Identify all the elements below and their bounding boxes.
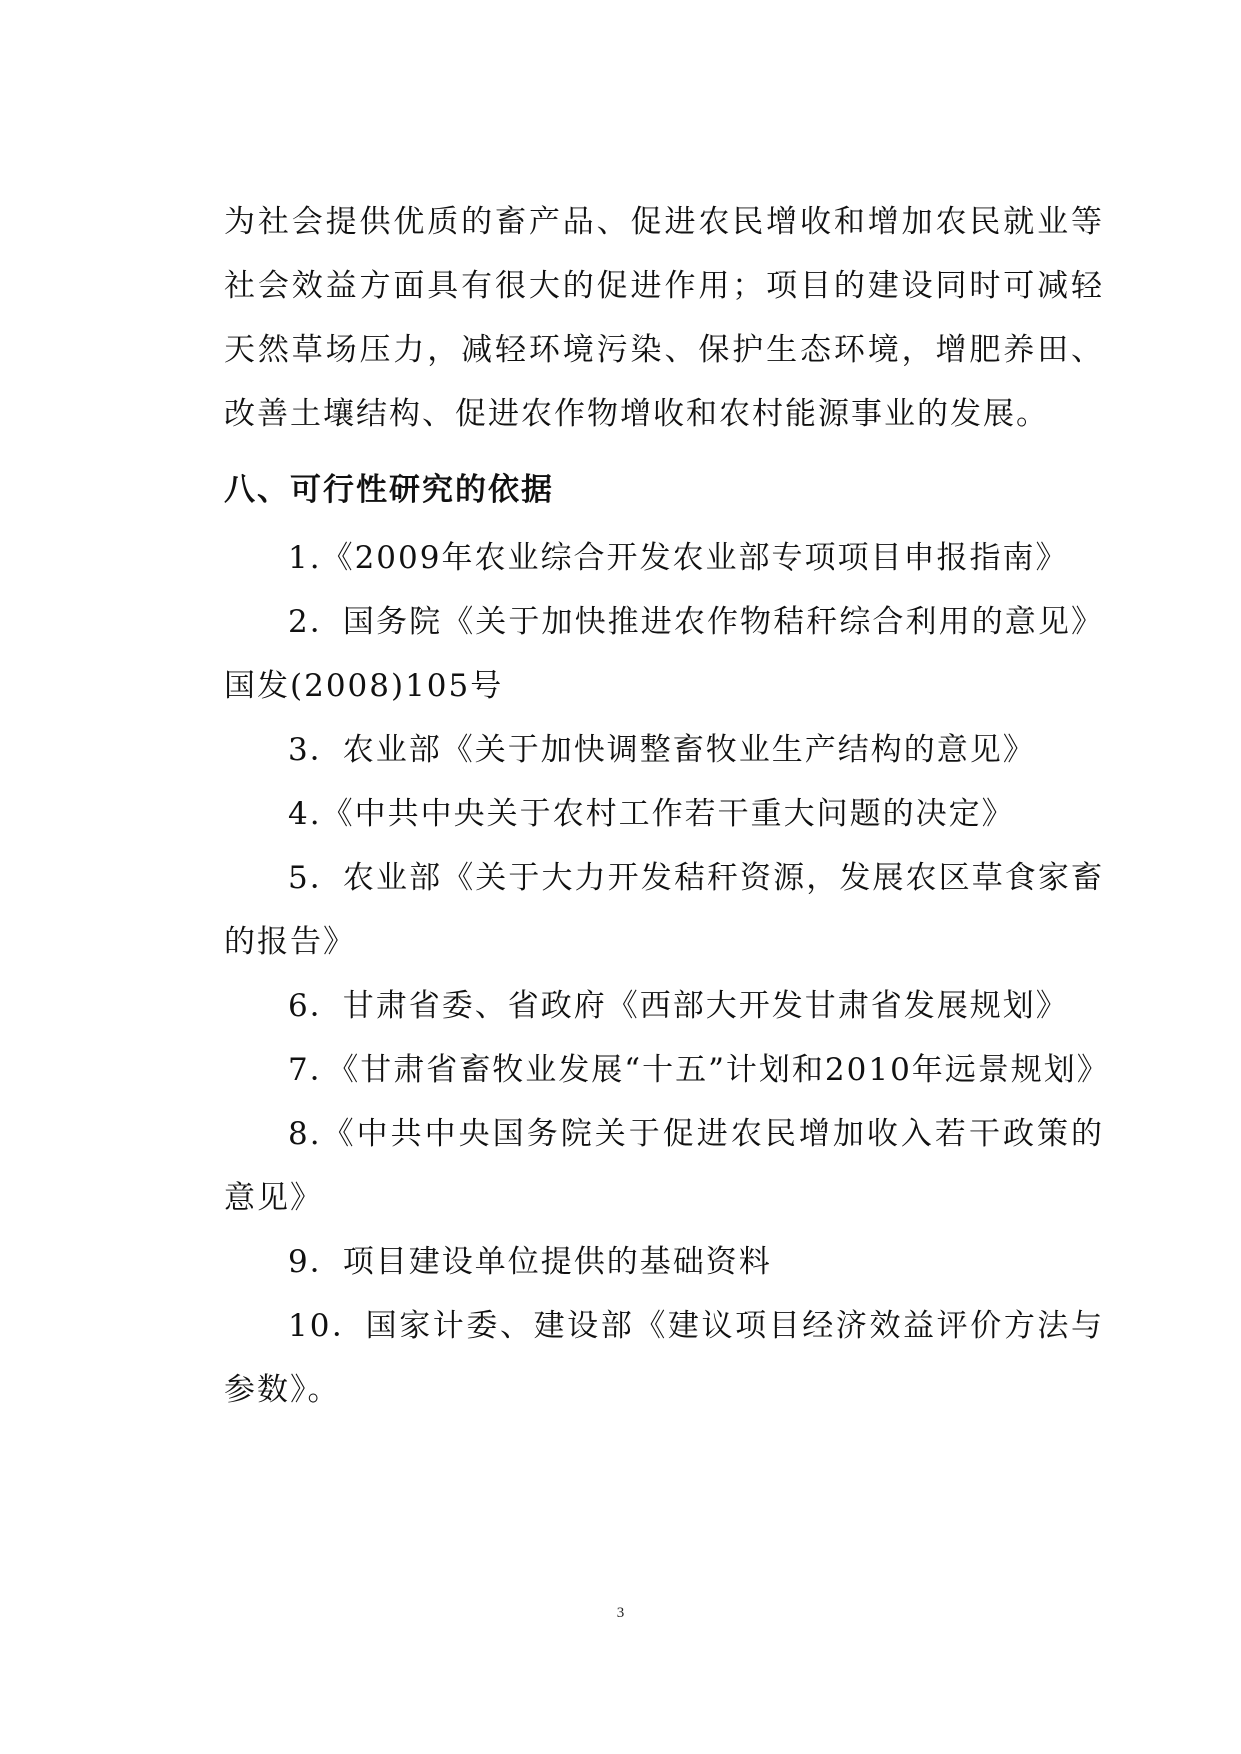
- page-number: 3: [616, 1605, 625, 1621]
- list-item: 3．农业部《关于加快调整畜牧业生产结构的意见》: [288, 732, 1036, 768]
- list-item: 2．国务院《关于加快推进农作物秸秆综合利用的意见》国发(2008)105号: [224, 604, 1104, 704]
- list-item: 4.《中共中央关于农村工作若干重大问题的决定》: [288, 796, 1015, 832]
- list-item: 5．农业部《关于大力开发秸秆资源，发展农区草食家畜的报告》: [224, 860, 1104, 960]
- page-content: [224, 190, 1110, 1422]
- list-item: 9．项目建设单位提供的基础资料: [288, 1244, 772, 1280]
- reference-list: [224, 526, 1110, 1422]
- list-item: 10．国家计委、建设部《建议项目经济效益评价方法与参数》。: [224, 1308, 1104, 1408]
- intro-paragraph: 为社会提供优质的畜产品、促进农民增收和增加农民就业等社会效益方面具有很大的促进作用；项目的建设同时可减轻天然草场压力，减轻环境污染、保护生态环境，增肥养田、改善土壤结构、促进农作物增收和农村能源事业的发展。: [224, 204, 1104, 432]
- section-heading: 八、可行性研究的依据: [224, 472, 554, 508]
- list-item: 1.《2009年农业综合开发农业部专项项目申报指南》: [288, 540, 1069, 576]
- list-item: 7．《甘肃省畜牧业发展“十五”计划和2010年远景规划》: [288, 1052, 1110, 1088]
- list-item: 6．甘肃省委、省政府《西部大开发甘肃省发展规划》: [288, 988, 1069, 1024]
- list-item: 8.《中共中央国务院关于促进农民增加收入若干政策的意见》: [224, 1116, 1104, 1216]
